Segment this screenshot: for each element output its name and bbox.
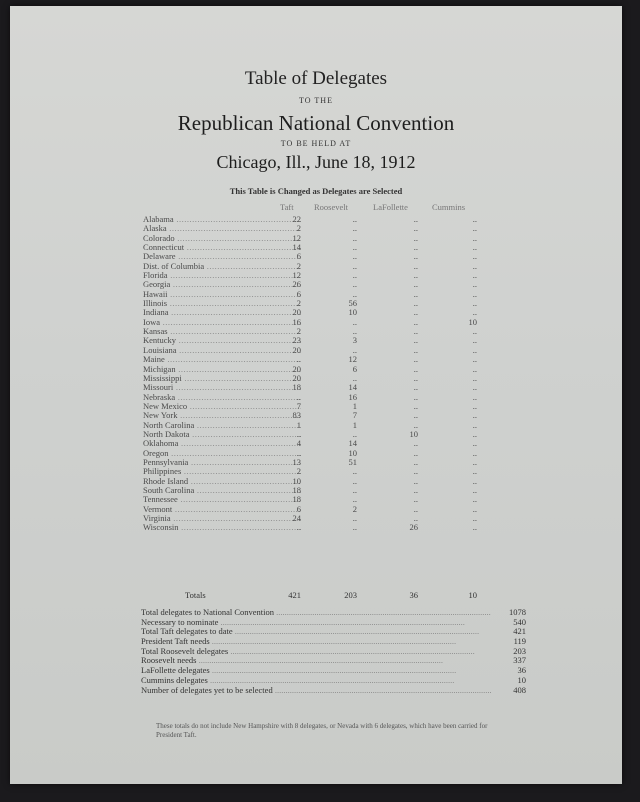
taft-count: 24: [292, 513, 301, 523]
state-name: Florida .....: [143, 271, 301, 280]
summary-label: President Taft needs .....: [141, 637, 491, 646]
table-row: [143, 234, 523, 243]
cummins-count: ..: [472, 214, 477, 224]
state-name: Connecticut .....: [143, 243, 301, 252]
lafollette-count: ..: [413, 494, 418, 505]
table-row: [143, 421, 523, 430]
roosevelt-count: ..: [352, 494, 357, 505]
table-row: [143, 346, 523, 355]
roosevelt-count: 14: [348, 382, 357, 393]
lafollette-count: ..: [413, 279, 418, 290]
lafollette-count: ..: [413, 484, 418, 495]
table-row: [143, 495, 523, 504]
roosevelt-count: ..: [352, 475, 357, 486]
lafollette-count: ..: [413, 232, 418, 243]
taft-count: ..: [296, 428, 301, 439]
lafollette-count: ..: [413, 354, 418, 365]
state-name: Iowa .....: [143, 318, 301, 327]
roosevelt-count: ..: [352, 428, 357, 439]
lafollette-count: ..: [413, 503, 418, 514]
taft-count: 6: [296, 503, 301, 514]
table-row: [143, 290, 523, 299]
roosevelt-count: ..: [352, 344, 357, 355]
cummins-count: ..: [472, 419, 477, 430]
summary-label: Total Taft delegates to date .....: [141, 627, 491, 636]
taft-count: 18: [292, 484, 301, 495]
taft-count: 22: [292, 214, 301, 224]
state-name: Maine .....: [143, 355, 301, 364]
column-header-lafollette: LaFollette: [373, 202, 408, 212]
lafollette-count: ..: [413, 344, 418, 355]
taft-count: 10: [292, 475, 301, 486]
summary-label: LaFollette delegates .....: [141, 666, 491, 675]
roosevelt-count: 2: [352, 503, 357, 514]
cummins-count: ..: [472, 307, 477, 318]
lafollette-count: ..: [413, 419, 418, 430]
roosevelt-count: 10: [348, 307, 357, 318]
cummins-count: ..: [472, 251, 477, 262]
lafollette-count: ..: [413, 513, 418, 523]
table-row: [143, 467, 523, 476]
lafollette-count: ..: [413, 335, 418, 346]
summary-row: [141, 647, 526, 657]
taft-count: ..: [296, 522, 301, 533]
cummins-count: ..: [472, 522, 477, 533]
state-name: Delaware .....: [143, 252, 301, 261]
convention-title: Republican National Convention: [177, 111, 455, 135]
taft-count: 1: [296, 419, 301, 430]
state-name: Wisconsin .....: [143, 523, 301, 532]
cummins-count: ..: [472, 335, 477, 346]
cummins-count: ..: [472, 242, 477, 253]
table-row: [143, 449, 523, 458]
taft-count: 4: [296, 438, 301, 449]
lafollette-count: ..: [413, 214, 418, 224]
state-name: Georgia .....: [143, 280, 301, 289]
taft-count: ..: [296, 354, 301, 365]
roosevelt-count: 51: [348, 456, 357, 467]
lafollette-count: ..: [413, 466, 418, 477]
state-name: Alaska .....: [143, 224, 301, 233]
cummins-count: ..: [472, 372, 477, 383]
state-name: New Mexico .....: [143, 402, 301, 411]
roosevelt-count: ..: [352, 466, 357, 477]
state-name: Michigan .....: [143, 365, 301, 374]
table-row: [143, 355, 523, 364]
taft-count: 13: [292, 456, 301, 467]
document-sheet: [10, 6, 622, 784]
totals-cummins: 10: [468, 590, 477, 600]
table-row: [143, 477, 523, 486]
summary-row: [141, 666, 526, 676]
totals-label: Totals: [185, 590, 206, 600]
roosevelt-count: ..: [352, 232, 357, 243]
taft-count: 12: [292, 270, 301, 281]
state-name: North Dakota .....: [143, 430, 301, 439]
state-name: Louisiana .....: [143, 346, 301, 355]
table-row: [143, 262, 523, 271]
summary-value: 408: [513, 684, 526, 695]
lafollette-count: ..: [413, 372, 418, 383]
summary-value: 10: [517, 674, 526, 685]
taft-count: 12: [292, 232, 301, 243]
document-title: Table of Delegates: [244, 68, 388, 89]
cummins-count: ..: [472, 494, 477, 505]
summary-label: Total delegates to National Convention .....: [141, 608, 491, 617]
taft-count: 2: [296, 298, 301, 309]
taft-count: 83: [292, 410, 301, 421]
lafollette-count: ..: [413, 456, 418, 467]
taft-count: 18: [292, 382, 301, 393]
summary-value: 1078: [509, 607, 526, 617]
summary-row: [141, 608, 526, 618]
summary-value: 421: [513, 626, 526, 637]
cummins-count: ..: [472, 400, 477, 411]
taft-count: 2: [296, 223, 301, 234]
state-name: Tennessee .....: [143, 495, 301, 504]
cummins-count: ..: [472, 447, 477, 458]
cummins-count: ..: [472, 354, 477, 365]
table-row: [143, 393, 523, 402]
table-row: [143, 374, 523, 383]
roosevelt-count: ..: [352, 260, 357, 271]
to-be-held-label: TO BE HELD AT: [280, 139, 352, 148]
state-name: Colorado .....: [143, 234, 301, 243]
cummins-count: ..: [472, 326, 477, 337]
table-row: [143, 243, 523, 252]
taft-count: 16: [292, 316, 301, 327]
roosevelt-count: ..: [352, 214, 357, 224]
cummins-count: 10: [468, 316, 477, 327]
table-row: [143, 336, 523, 345]
cummins-count: ..: [472, 298, 477, 309]
table-row: [143, 402, 523, 411]
taft-count: 7: [296, 400, 301, 411]
roosevelt-count: ..: [352, 223, 357, 234]
state-name: New York .....: [143, 411, 301, 420]
summary-label: Cummins delegates .....: [141, 676, 491, 685]
column-header-roosevelt: Roosevelt: [314, 202, 348, 212]
roosevelt-count: 3: [352, 335, 357, 346]
to-the-label: TO THE: [299, 96, 333, 105]
lafollette-count: ..: [413, 288, 418, 299]
roosevelt-count: ..: [352, 372, 357, 383]
summary-row: [141, 656, 526, 666]
column-header-taft: Taft: [280, 202, 294, 212]
state-name: Nebraska .....: [143, 393, 301, 402]
summary-value: 540: [513, 616, 526, 627]
state-name: Oregon .....: [143, 449, 301, 458]
roosevelt-count: 10: [348, 447, 357, 458]
roosevelt-count: 6: [352, 363, 357, 374]
roosevelt-count: ..: [352, 513, 357, 523]
roosevelt-count: ..: [352, 288, 357, 299]
roosevelt-count: 1: [352, 400, 357, 411]
roosevelt-count: ..: [352, 270, 357, 281]
state-name: Oklahoma .....: [143, 439, 301, 448]
table-row: [143, 486, 523, 495]
table-row: [143, 514, 523, 523]
roosevelt-count: ..: [352, 316, 357, 327]
summary-row: [141, 637, 526, 647]
cummins-count: ..: [472, 456, 477, 467]
roosevelt-count: 12: [348, 354, 357, 365]
state-name: South Carolina .....: [143, 486, 301, 495]
table-row: [143, 430, 523, 439]
table-row: [143, 280, 523, 289]
cummins-count: ..: [472, 503, 477, 514]
lafollette-count: ..: [413, 298, 418, 309]
cummins-count: ..: [472, 484, 477, 495]
table-row: [143, 271, 523, 280]
cummins-count: ..: [472, 288, 477, 299]
roosevelt-count: 1: [352, 419, 357, 430]
summary-row: [141, 686, 526, 696]
state-name: Kansas .....: [143, 327, 301, 336]
lafollette-count: ..: [413, 400, 418, 411]
table-row: [143, 439, 523, 448]
summary-row: [141, 618, 526, 628]
taft-count: ..: [296, 447, 301, 458]
taft-count: 2: [296, 466, 301, 477]
cummins-count: ..: [472, 438, 477, 449]
lafollette-count: ..: [413, 251, 418, 262]
state-name: Illinois .....: [143, 299, 301, 308]
table-row: [143, 215, 523, 224]
summary-row: [141, 627, 526, 637]
totals-roosevelt: 203: [344, 590, 357, 600]
table-note: This Table is Changed as Delegates are Selected: [229, 186, 403, 196]
delegate-table: [143, 215, 523, 533]
state-name: Rhode Island .....: [143, 477, 301, 486]
cummins-count: ..: [472, 475, 477, 486]
totals-row: [143, 590, 523, 600]
table-row: [143, 327, 523, 336]
state-name: Alabama .....: [143, 215, 301, 224]
summary-table: [141, 608, 526, 695]
state-name: Kentucky .....: [143, 336, 301, 345]
roosevelt-count: 56: [348, 298, 357, 309]
cummins-count: ..: [472, 391, 477, 402]
lafollette-count: 10: [409, 428, 418, 439]
roosevelt-count: ..: [352, 522, 357, 533]
taft-count: 20: [292, 344, 301, 355]
lafollette-count: ..: [413, 242, 418, 253]
summary-value: 36: [517, 665, 526, 676]
state-name: Indiana .....: [143, 308, 301, 317]
table-row: [143, 458, 523, 467]
totals-lafollette: 36: [409, 590, 418, 600]
summary-label: Total Roosevelt delegates .....: [141, 647, 491, 656]
lafollette-count: ..: [413, 382, 418, 393]
roosevelt-count: ..: [352, 242, 357, 253]
table-row: [143, 299, 523, 308]
taft-count: 2: [296, 326, 301, 337]
taft-count: 20: [292, 363, 301, 374]
table-row: [143, 308, 523, 317]
state-name: Missouri .....: [143, 383, 301, 392]
lafollette-count: ..: [413, 307, 418, 318]
lafollette-count: ..: [413, 363, 418, 374]
cummins-count: ..: [472, 410, 477, 421]
taft-count: 18: [292, 494, 301, 505]
state-name: Pennsylvania .....: [143, 458, 301, 467]
state-name: Hawaii .....: [143, 290, 301, 299]
taft-count: 2: [296, 260, 301, 271]
lafollette-count: ..: [413, 270, 418, 281]
lafollette-count: ..: [413, 391, 418, 402]
lafollette-count: ..: [413, 223, 418, 234]
lafollette-count: ..: [413, 447, 418, 458]
summary-row: [141, 676, 526, 686]
taft-count: 23: [292, 335, 301, 346]
table-row: [143, 411, 523, 420]
summary-label: Roosevelt needs .....: [141, 656, 491, 665]
taft-count: 20: [292, 307, 301, 318]
lafollette-count: ..: [413, 438, 418, 449]
cummins-count: ..: [472, 363, 477, 374]
state-name: Philippines .....: [143, 467, 301, 476]
state-name: Vermont .....: [143, 505, 301, 514]
taft-count: 20: [292, 372, 301, 383]
state-name: North Carolina .....: [143, 421, 301, 430]
taft-count: 6: [296, 251, 301, 262]
roosevelt-count: ..: [352, 484, 357, 495]
state-name: Virginia .....: [143, 514, 301, 523]
totals-taft: 421: [288, 590, 301, 600]
roosevelt-count: 7: [352, 410, 357, 421]
table-row: [143, 318, 523, 327]
roosevelt-count: ..: [352, 326, 357, 337]
column-header-cummins: Cummins: [432, 202, 466, 212]
table-row: [143, 252, 523, 261]
taft-count: 26: [292, 279, 301, 290]
roosevelt-count: 14: [348, 438, 357, 449]
lafollette-count: ..: [413, 410, 418, 421]
summary-value: 337: [513, 655, 526, 666]
table-row: [143, 365, 523, 374]
roosevelt-count: ..: [352, 251, 357, 262]
lafollette-count: ..: [413, 475, 418, 486]
cummins-count: ..: [472, 279, 477, 290]
lafollette-count: 26: [409, 522, 418, 533]
taft-count: 14: [292, 242, 301, 253]
cummins-count: ..: [472, 232, 477, 243]
cummins-count: ..: [472, 344, 477, 355]
lafollette-count: ..: [413, 326, 418, 337]
cummins-count: ..: [472, 428, 477, 439]
cummins-count: ..: [472, 466, 477, 477]
place-date: Chicago, Ill., June 18, 1912: [216, 152, 416, 172]
summary-value: 203: [513, 645, 526, 656]
cummins-count: ..: [472, 223, 477, 234]
summary-label: Number of delegates yet to be selected .....: [141, 686, 491, 695]
summary-label: Necessary to nominate .....: [141, 618, 491, 627]
table-row: [143, 383, 523, 392]
taft-count: ..: [296, 391, 301, 402]
footnote: These totals do not include New Hampshire with 8 delegates, or Nevada with 6 delegates, which have been carried for President Taft.: [156, 722, 488, 739]
taft-count: 6: [296, 288, 301, 299]
table-row: [143, 505, 523, 514]
lafollette-count: ..: [413, 260, 418, 271]
cummins-count: ..: [472, 270, 477, 281]
lafollette-count: ..: [413, 316, 418, 327]
table-row: [143, 523, 523, 532]
cummins-count: ..: [472, 513, 477, 523]
state-name: Dist. of Columbia .....: [143, 262, 301, 271]
state-name: Mississippi .....: [143, 374, 301, 383]
table-row: [143, 224, 523, 233]
cummins-count: ..: [472, 382, 477, 393]
summary-value: 119: [513, 636, 526, 647]
roosevelt-count: ..: [352, 279, 357, 290]
cummins-count: ..: [472, 260, 477, 271]
roosevelt-count: 16: [348, 391, 357, 402]
